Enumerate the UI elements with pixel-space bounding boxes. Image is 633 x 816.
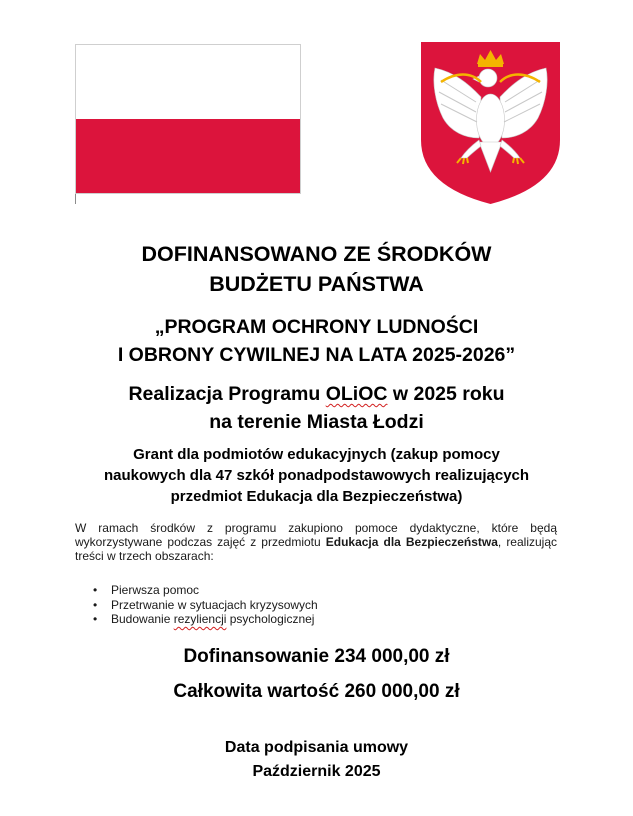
- program-line-2: I OBRONY CYWILNEJ NA LATA 2025-2026”: [117, 344, 516, 366]
- spellcheck-word: rezyliencji: [173, 612, 227, 626]
- title-line-2: BUDŻETU PAŃSTWA: [209, 272, 424, 296]
- subject-name: Edukacja dla Bezpieczeństwa: [325, 535, 498, 549]
- description-text-start: W ramach środków z programu zakupiono pomoce dydaktyczne, które będą wykorzystywane podczas zajęć z przedmiotu: [75, 521, 557, 549]
- funding-amount: Dofinansowanie 234 000,00 zł: [183, 646, 450, 667]
- signing-label: Data podpisania umowy: [224, 739, 409, 756]
- grant-line-2: naukowych dla 47 szkół ponadpodstawowych realizujących: [103, 467, 530, 484]
- program-name: [0, 313, 633, 369]
- list-item: • Przetrwanie w sytuacjach kryzysowych: [93, 598, 318, 613]
- flag-red-stripe: [76, 119, 300, 193]
- total-value: Całkowita wartość 260 000,00 zł: [173, 681, 460, 702]
- realization-prefix: Realizacja Programu: [128, 383, 326, 405]
- realization-line-2: na terenie Miasta Łodzi: [209, 411, 424, 433]
- list-item: • Pierwsza pomoc: [93, 583, 318, 598]
- list-item-prefix: Budowanie: [111, 612, 174, 626]
- description-paragraph: [75, 521, 557, 563]
- program-abbreviation: OLiOC: [325, 383, 388, 405]
- flag-edge-mark: [75, 194, 76, 204]
- title-line-1: DOFINANSOWANO ZE ŚRODKÓW: [141, 242, 492, 266]
- program-line-1: „PROGRAM OCHRONY LUDNOŚCI: [154, 316, 479, 338]
- polish-flag: [75, 44, 301, 194]
- grant-description: [0, 444, 633, 507]
- realization-heading: [0, 380, 633, 436]
- realization-line-1: [0, 380, 633, 408]
- grant-line-3: przedmiot Edukacja dla Bezpieczeństwa): [170, 488, 463, 505]
- list-item: [93, 612, 318, 627]
- polish-white-eagle-emblem-icon: [421, 42, 560, 204]
- realization-year: w 2025 roku: [387, 383, 505, 405]
- description-text-end: , realizując treści w trzech obszarach:: [75, 535, 558, 563]
- grant-line-1: Grant dla podmiotów edukacyjnych (zakup pomocy: [133, 446, 500, 463]
- title: [0, 239, 633, 299]
- areas-list: [93, 583, 318, 627]
- signing-month: Październik 2025: [252, 763, 381, 780]
- list-item-suffix: psychologicznej: [226, 612, 315, 626]
- flag-white-stripe: [76, 45, 300, 119]
- signing-date: [0, 736, 633, 784]
